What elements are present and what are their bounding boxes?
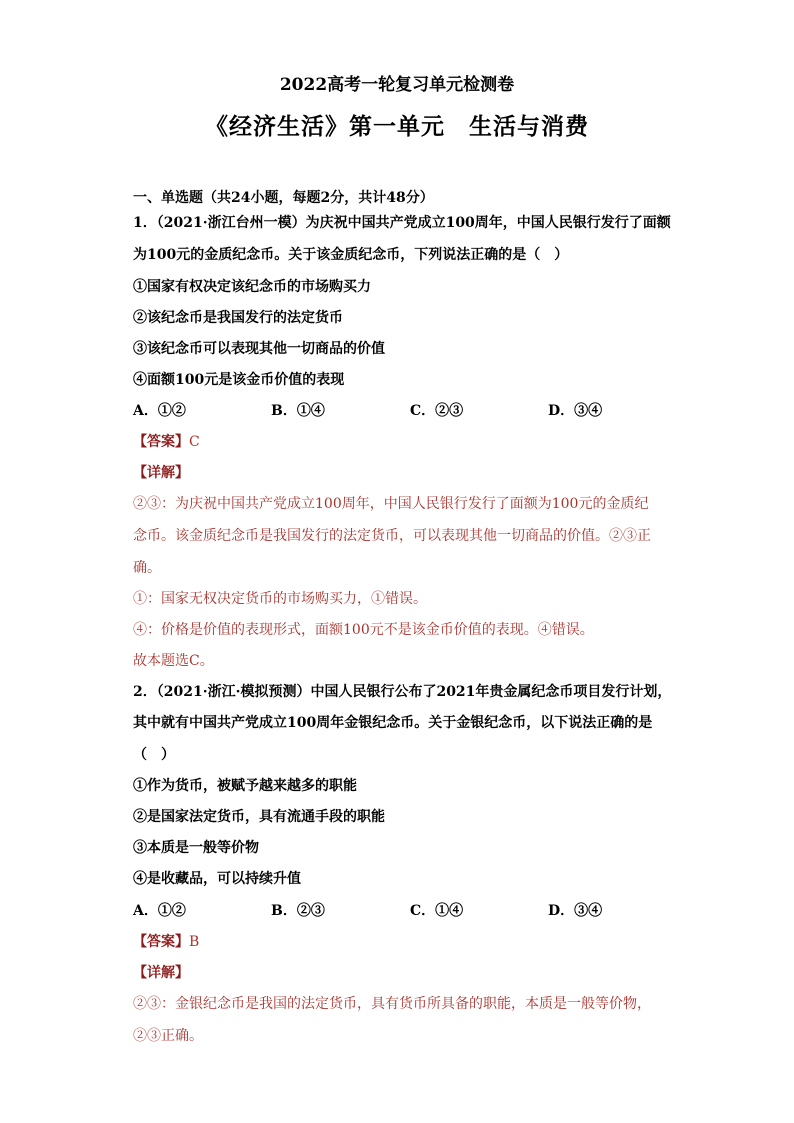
q2-option-a: A．①② [133, 903, 186, 919]
q2-item-4: ④是收藏品，可以持续升值 [133, 871, 301, 887]
q1-stem-line1: 1．（2021·浙江台州一模）为庆祝中国共产党成立100周年，中国人民银行发行了面额 [133, 215, 671, 231]
q1-explanation-line1: ②③：为庆祝中国共产党成立100周年，中国人民银行发行了面额为100元的金质纪 [133, 496, 649, 512]
q1-item-3: ③该纪念币可以表现其他一切商品的价值 [133, 341, 385, 357]
q2-explanation-line2: ②③正确。 [133, 1028, 203, 1044]
document-title: 2022高考一轮复习单元检测卷 [279, 75, 515, 95]
q2-answer [133, 931, 673, 951]
q2-answer-value: B [189, 934, 200, 950]
q2-stem-line1: 2．（2021·浙江·模拟预测）中国人民银行公布了2021年贵金属纪念币项目发行计划， [133, 684, 672, 700]
q2-option-b: B．②③ [271, 903, 325, 919]
q2-explanation-line1: ②③：金银纪念币是我国的法定货币，具有货币所具备的职能，本质是一般等价物， [133, 996, 651, 1012]
q1-item-1: ①国家有权决定该纪念币的市场购买力 [133, 279, 371, 295]
q1-detail-label: 【详解】 [133, 465, 189, 481]
q1-option-a: A．①② [133, 403, 186, 419]
q2-stem-line3: （ ） [133, 747, 175, 763]
q1-option-b: B．①④ [271, 403, 325, 419]
q1-answer [133, 431, 673, 451]
q2-answer-label: 【答案】 [133, 934, 189, 950]
q1-explanation-line3: 确。 [133, 560, 161, 576]
q1-explanation-line5: ④：价格是价值的表现形式，面额100元不是该金币价值的表现。④错误。 [133, 622, 594, 638]
q2-option-d: D．③④ [548, 903, 603, 919]
q1-explanation-line4: ①：国家无权决定货币的市场购买力，①错误。 [133, 591, 427, 607]
q1-option-c: C．②③ [410, 403, 464, 419]
q2-detail-label: 【详解】 [133, 965, 189, 981]
q2-stem-line2: 其中就有中国共产党成立100周年金银纪念币。关于金银纪念币，以下说法正确的是 [133, 715, 653, 731]
q1-item-4: ④面额100元是该金币价值的表现 [133, 372, 345, 388]
q2-item-1: ①作为货币，被赋予越来越多的职能 [133, 778, 357, 794]
q1-stem-line2: 为100元的金质纪念币。关于该金质纪念币，下列说法正确的是（ ） [133, 247, 569, 263]
q1-item-2: ②该纪念币是我国发行的法定货币 [133, 310, 343, 326]
q1-answer-label: 【答案】 [133, 434, 189, 450]
document-subtitle: 《经济生活》第一单元 生活与消费 [205, 113, 589, 140]
section-heading: 一、单选题（共24小题，每题2分，共计48分） [133, 190, 434, 206]
q2-item-3: ③本质是一般等价物 [133, 840, 259, 856]
q2-item-2: ②是国家法定货币，具有流通手段的职能 [133, 809, 385, 825]
q1-explanation-line6: 故本题选C。 [133, 653, 214, 669]
q2-option-c: C．①④ [410, 903, 464, 919]
q1-answer-value: C [189, 434, 200, 450]
q1-explanation-line2: 念币。该金质纪念币是我国发行的法定货币，可以表现其他一切商品的价值。②③正 [133, 528, 651, 544]
q1-option-d: D．③④ [548, 403, 603, 419]
